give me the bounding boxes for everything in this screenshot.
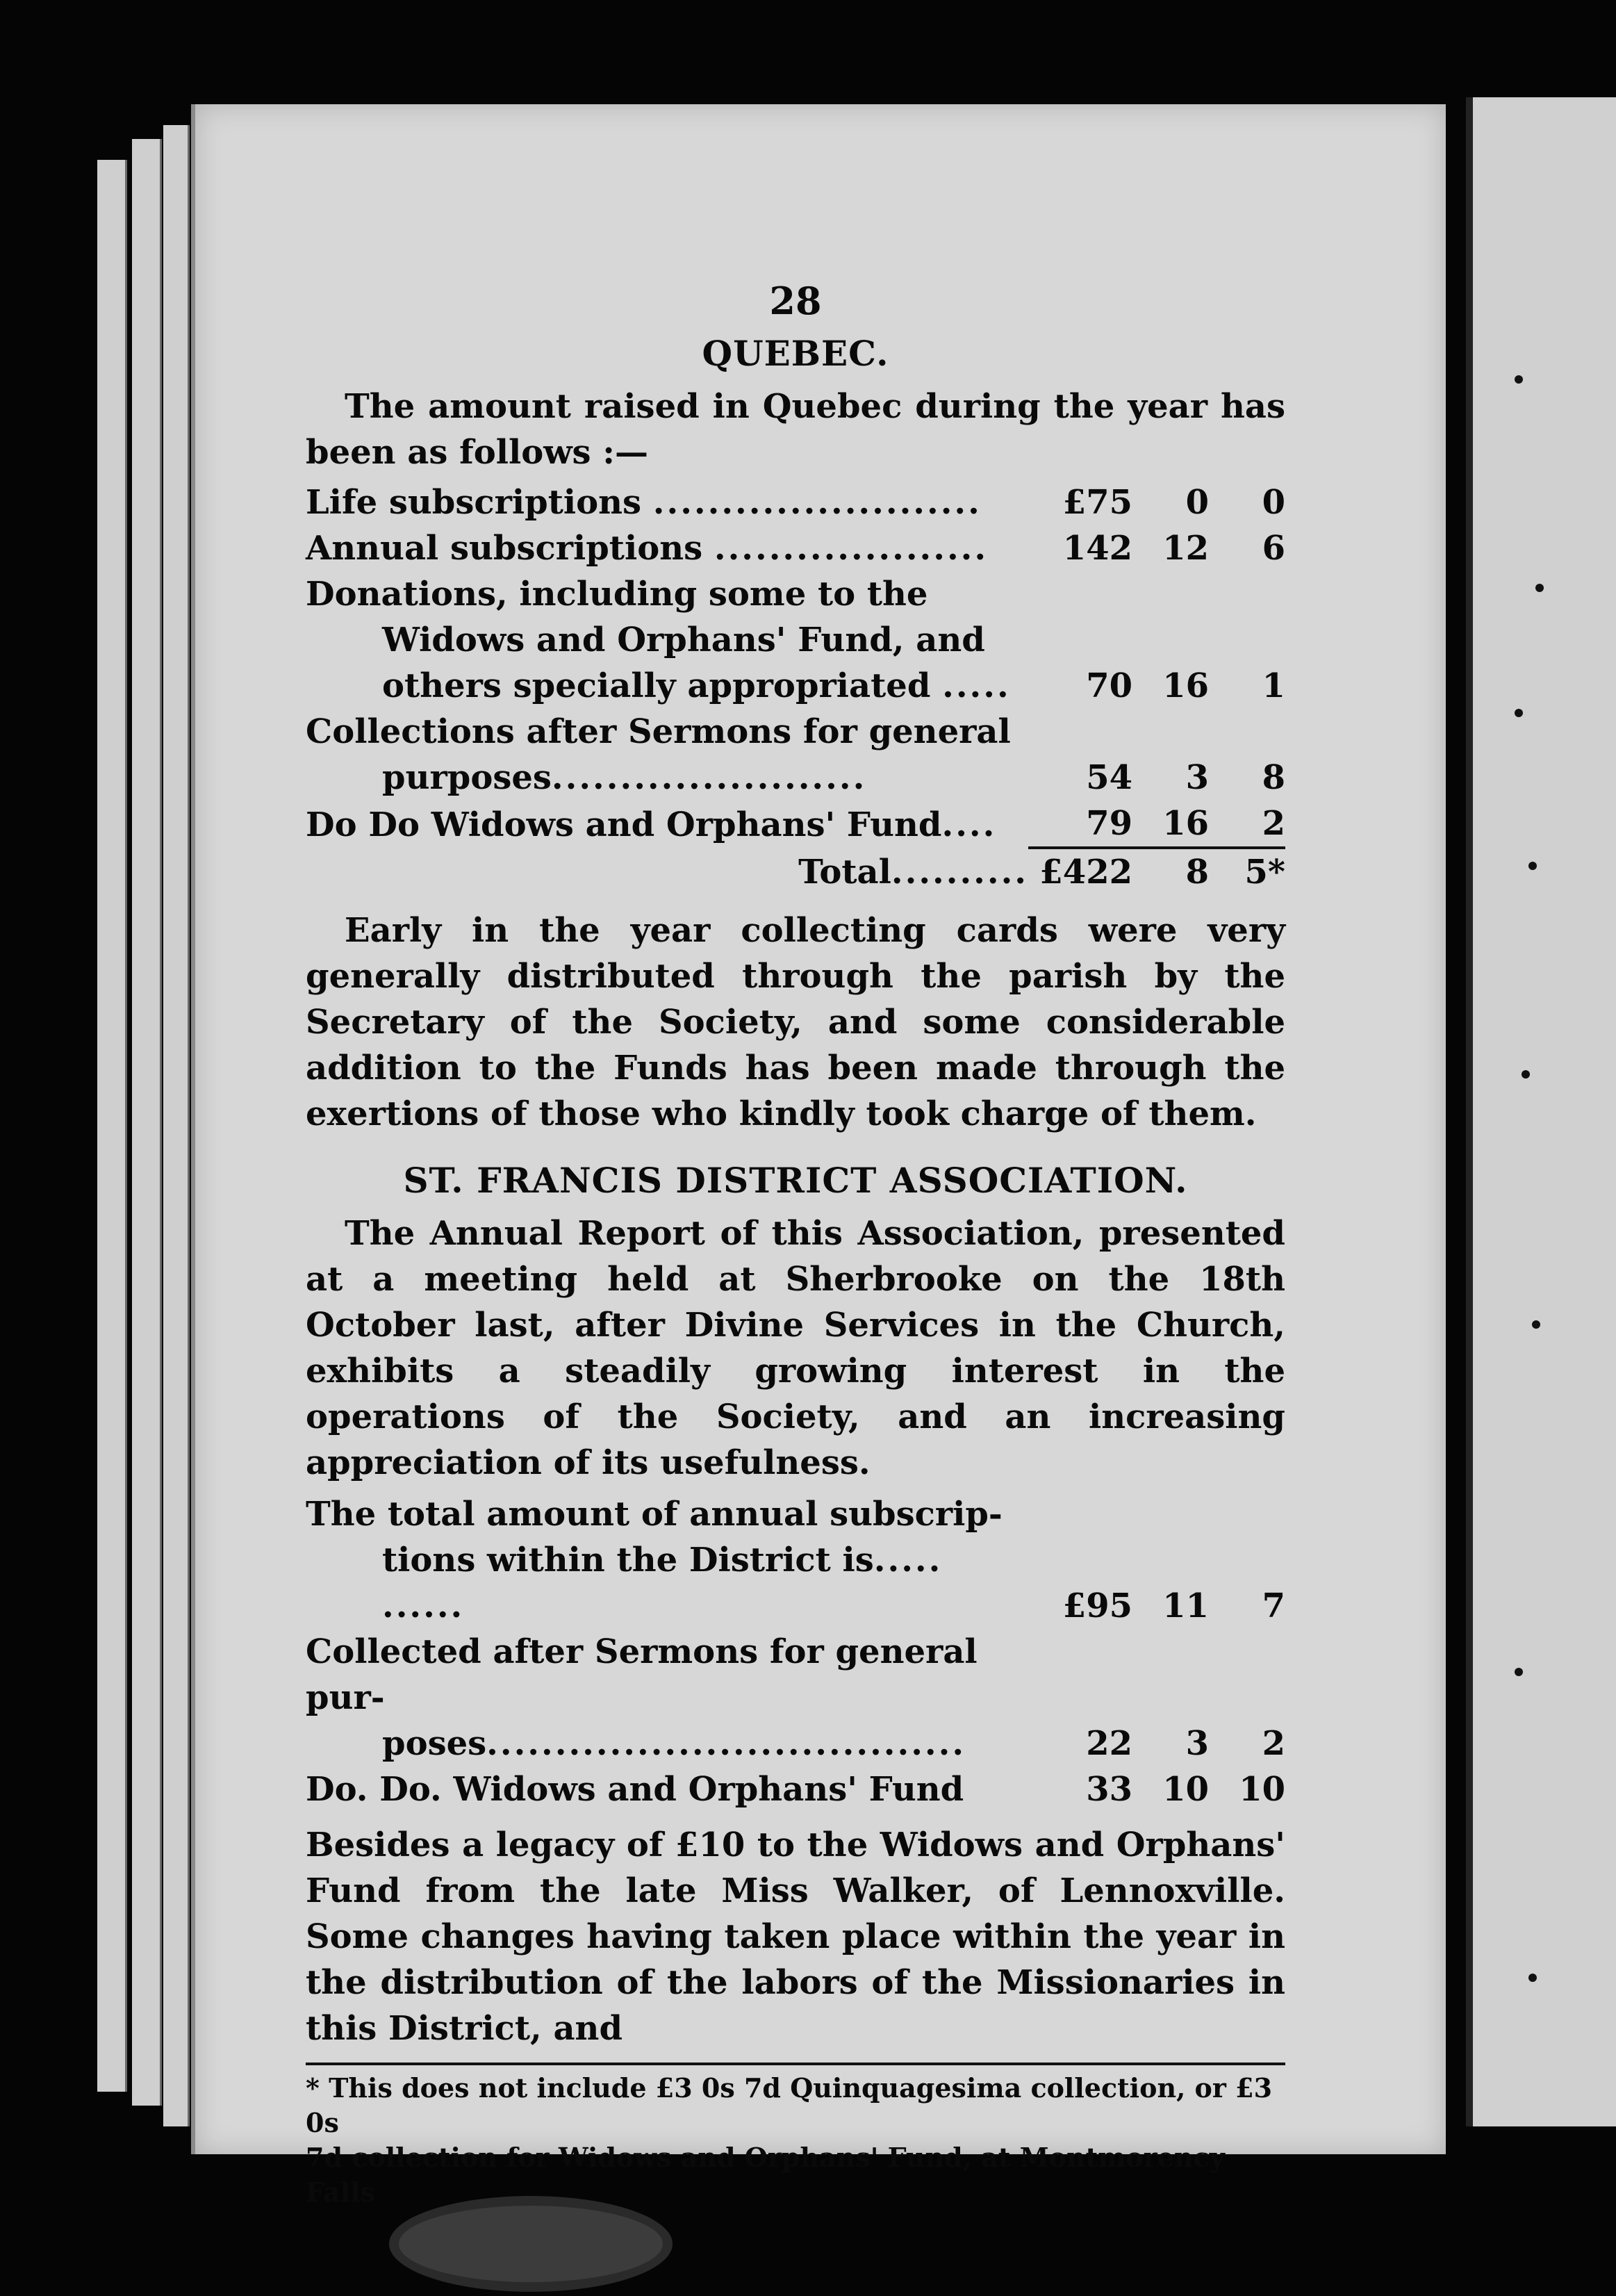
account-row bbox=[306, 709, 1285, 801]
total-pence: 5* bbox=[1244, 853, 1285, 892]
pence-cell: 2 bbox=[1262, 804, 1285, 843]
total-label: Total.......... bbox=[798, 853, 1028, 892]
total-pounds: £422 bbox=[1039, 853, 1132, 892]
page-content bbox=[306, 278, 1285, 2210]
facing-page-edge bbox=[1466, 97, 1616, 2126]
pence-cell: 0 bbox=[1262, 483, 1285, 522]
library-stamp bbox=[389, 2196, 673, 2292]
pence-cell: 8 bbox=[1262, 758, 1285, 797]
st-francis-accounts-table bbox=[306, 1491, 1285, 1812]
row-label: Annual subscriptions .................... bbox=[306, 529, 989, 568]
margin-mark bbox=[1528, 1974, 1537, 1982]
st-francis-paragraph-2: Besides a legacy of £10 to the Widows and Orphans' Fund from the late Miss Walker, of Lennoxville. Some changes having taken place within the year in the distribution of the labors of the Missionaries in this District, and bbox=[306, 1826, 1285, 2048]
shillings-cell: 11 bbox=[1162, 1586, 1209, 1625]
pounds-cell: 22 bbox=[1086, 1724, 1132, 1763]
row-label: Do Do Widows and Orphans' Fund.... bbox=[306, 805, 997, 844]
row-label: Collected after Sermons for general pur- poses................................... bbox=[306, 1632, 978, 1763]
shillings-cell: 10 bbox=[1162, 1770, 1209, 1809]
pounds-cell: 70 bbox=[1086, 666, 1132, 705]
account-row bbox=[306, 801, 1285, 848]
footnote bbox=[306, 2071, 1285, 2210]
total-shillings: 8 bbox=[1185, 853, 1209, 892]
quebec-intro: The amount raised in Quebec during the year has been as follows :— bbox=[306, 387, 1285, 472]
section-heading-st-francis: ST. FRANCIS DISTRICT ASSOCIATION. bbox=[403, 1160, 1188, 1201]
pence-cell: 10 bbox=[1239, 1770, 1285, 1809]
page-number: 28 bbox=[769, 279, 822, 323]
account-row bbox=[306, 1766, 1285, 1812]
section-heading-quebec: QUEBEC. bbox=[702, 333, 889, 374]
page-edge bbox=[132, 139, 162, 2106]
row-label: The total amount of annual subscrip- tions within the District is..... ...... bbox=[306, 1495, 1003, 1625]
pounds-cell: 54 bbox=[1086, 758, 1132, 797]
margin-mark bbox=[1515, 375, 1523, 384]
pence-cell: 7 bbox=[1262, 1586, 1285, 1625]
pounds-cell: £95 bbox=[1062, 1586, 1132, 1625]
margin-mark bbox=[1522, 1070, 1530, 1079]
shillings-cell: 16 bbox=[1162, 804, 1209, 843]
shillings-cell: 16 bbox=[1162, 666, 1209, 705]
pence-cell: 2 bbox=[1262, 1724, 1285, 1763]
quebec-paragraph: Early in the year collecting cards were very generally distributed through the parish by the Secretary of the Society, and some considerable addition to the Funds has been made through the exertions of those who kindly took charge of them. bbox=[306, 911, 1285, 1133]
footnote-line: 7d collection for Widows and Orphans' Fund, at Montmorency Falls bbox=[306, 2142, 1225, 2208]
row-label: Life subscriptions ........................ bbox=[306, 483, 982, 522]
pence-cell: 6 bbox=[1262, 529, 1285, 568]
shillings-cell: 12 bbox=[1162, 529, 1209, 568]
pounds-cell: 33 bbox=[1086, 1770, 1132, 1809]
pence-cell: 1 bbox=[1262, 666, 1285, 705]
account-row bbox=[306, 525, 1285, 571]
shillings-cell: 3 bbox=[1185, 758, 1209, 797]
margin-mark bbox=[1532, 1320, 1540, 1329]
page-edge bbox=[163, 125, 190, 2126]
account-row bbox=[306, 1491, 1285, 1629]
shillings-cell: 0 bbox=[1185, 483, 1209, 522]
account-row bbox=[306, 479, 1285, 525]
pounds-cell: 142 bbox=[1062, 529, 1132, 568]
margin-mark bbox=[1535, 584, 1544, 592]
account-row bbox=[306, 571, 1285, 709]
page-edge bbox=[97, 160, 127, 2092]
footnote-line: * This does not include £3 0s 7d Quinquagesima collection, or £3 0s bbox=[306, 2072, 1273, 2138]
quebec-accounts-table bbox=[306, 479, 1285, 895]
row-label: Donations, including some to the Widows and Orphans' Fund, and others specially appropriated ..... bbox=[306, 575, 1011, 705]
account-row bbox=[306, 1629, 1285, 1766]
total-row bbox=[306, 849, 1285, 895]
margin-mark bbox=[1528, 862, 1537, 870]
margin-mark bbox=[1515, 709, 1523, 717]
row-label: Collections after Sermons for general purposes....................... bbox=[306, 712, 1011, 797]
shillings-cell: 3 bbox=[1185, 1724, 1209, 1763]
row-label: Do. Do. Widows and Orphans' Fund bbox=[306, 1770, 964, 1809]
st-francis-paragraph: The Annual Report of this Association, presented at a meeting held at Sherbrooke on the 18th October last, after Divine Services in the Church, exhibits a steadily growing interest in the operations of the Society, and an increasing appreciation of its usefulness. bbox=[306, 1214, 1285, 1482]
pounds-cell: £75 bbox=[1062, 483, 1132, 522]
pounds-cell: 79 bbox=[1086, 804, 1132, 843]
footnote-rule bbox=[306, 2063, 1285, 2065]
margin-mark bbox=[1515, 1668, 1523, 1676]
